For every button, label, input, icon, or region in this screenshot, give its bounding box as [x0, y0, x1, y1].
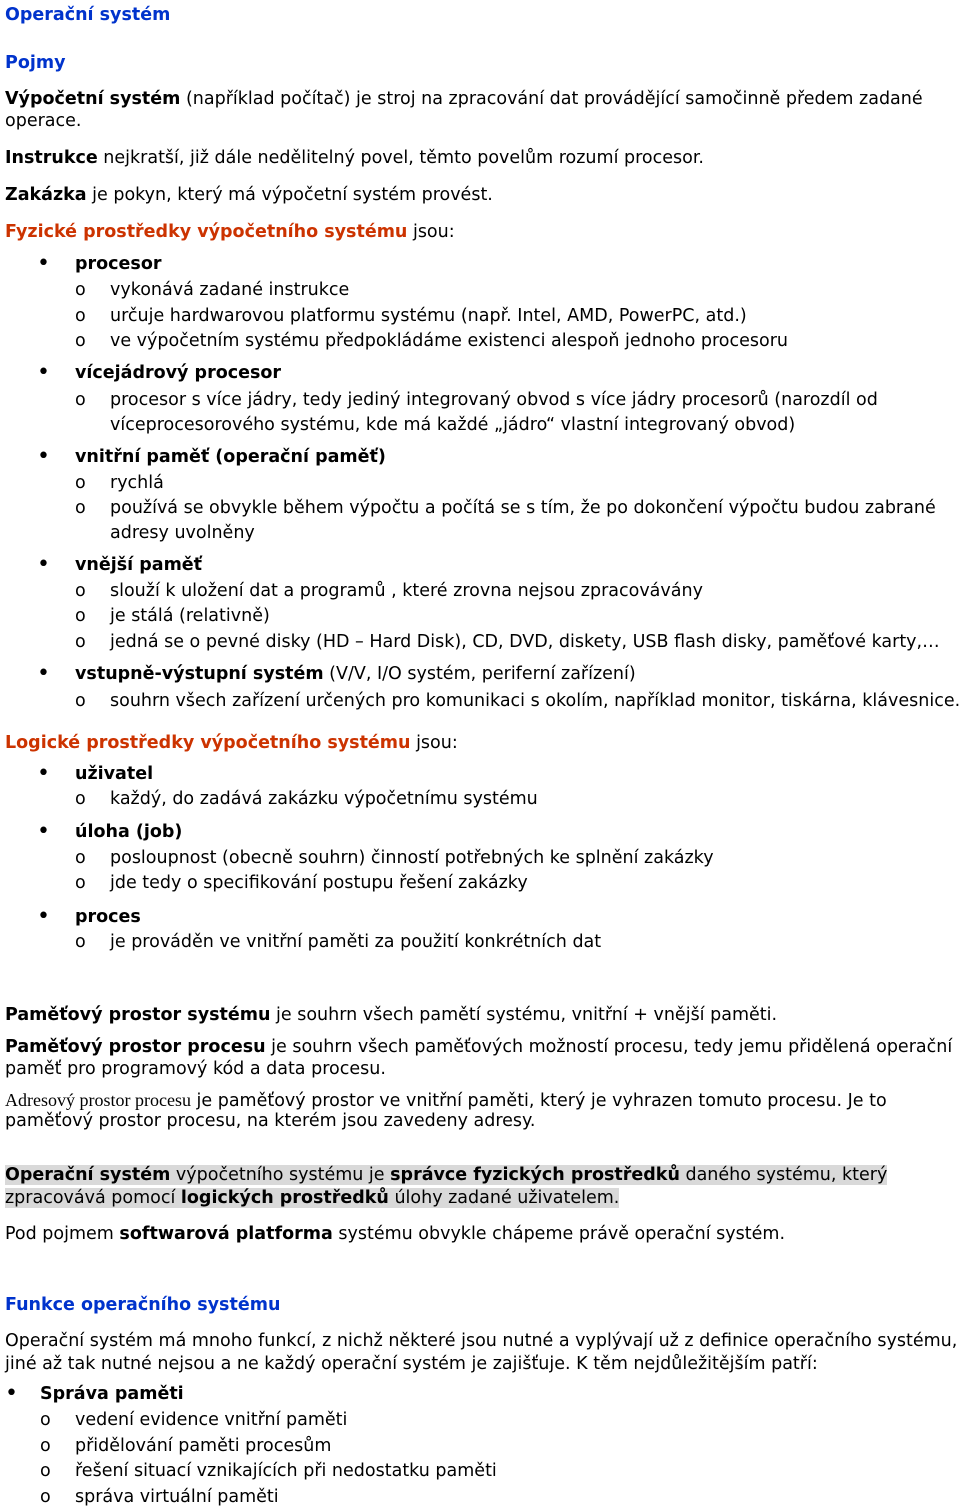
list-item: správa virtuální paměti: [75, 1487, 279, 1507]
section-heading-funkce: Funkce operačního systému: [5, 1295, 281, 1315]
definition-text: je paměťový prostor ve vnitřní paměti, který je vyhrazen tomuto procesu. Je to: [190, 1091, 887, 1111]
text: zpracovává pomocí: [5, 1188, 181, 1208]
list-item-vstupne-vystupni: [75, 663, 636, 685]
bullet-icon: •: [37, 761, 50, 786]
heading-tail: jsou:: [407, 222, 455, 242]
list-item-continuation: adresy uvolněny: [110, 523, 255, 543]
bullet-icon: •: [37, 360, 50, 385]
list-item: používá se obvykle během výpočtu a počítá se s tím, že po dokončení výpočtu budou zabrané: [110, 498, 936, 518]
heading-tail: jsou:: [410, 733, 458, 753]
list-item-vnitrni-pamet: vnitřní paměť (operační paměť): [75, 447, 386, 467]
sub-bullet-icon: o: [40, 1487, 51, 1507]
text: úlohy zadané uživatelem.: [388, 1188, 620, 1208]
term: Výpočetní systém: [5, 89, 181, 109]
list-item: určuje hardwarovou platformu systému (např. Intel, AMD, PowerPC, atd.): [110, 306, 747, 326]
sub-bullet-icon: o: [75, 848, 86, 868]
list-item: vedení evidence vnitřní paměti: [75, 1410, 348, 1430]
bullet-icon: •: [37, 661, 50, 686]
list-item: slouží k uložení dat a programů , které zrovna nejsou zpracovávány: [110, 581, 703, 601]
list-item: procesor s více jádry, tedy jediný integrovaný obvod s více jádry procesorů (narozdíl od: [110, 390, 878, 410]
bullet-icon: •: [37, 552, 50, 577]
sub-bullet-icon: o: [40, 1461, 51, 1481]
sub-bullet-icon: o: [75, 390, 86, 410]
sub-bullet-icon: o: [40, 1410, 51, 1430]
sub-bullet-icon: o: [40, 1436, 51, 1456]
funkce-intro-line1: Operační systém má mnoho funkcí, z nichž některé jsou nutné a vyplývají už z definice operačního systému,: [5, 1331, 958, 1351]
sub-bullet-icon: o: [75, 581, 86, 601]
list-item-continuation: víceprocesorového systému, kde má každé „jádro“ vlastní integrovaný obvod): [110, 415, 796, 435]
definition-pametovy-prostor-systemu: [5, 1004, 777, 1026]
sub-bullet-icon: o: [75, 691, 86, 711]
sub-bullet-icon: o: [75, 473, 86, 493]
term: Operační systém: [5, 1165, 171, 1185]
os-definition-line1: [5, 1165, 887, 1185]
sub-bullet-icon: o: [75, 606, 86, 626]
sub-bullet-icon: o: [75, 331, 86, 351]
sub-bullet-icon: o: [75, 280, 86, 300]
term: logických prostředků: [180, 1188, 389, 1208]
os-definition-line2: [5, 1188, 619, 1208]
list-item: souhrn všech zařízení určených pro komunikaci s okolím, například monitor, tiskárna, klávesnice.: [110, 691, 960, 711]
list-item: přidělování paměti procesům: [75, 1436, 332, 1456]
item-title: vstupně-výstupní systém: [75, 664, 324, 684]
list-item: jedná se o pevné disky (HD – Hard Disk), CD, DVD, diskety, USB flash disky, paměťové karty,…: [110, 632, 940, 652]
definition-adresovy-prostor: [5, 1089, 957, 1112]
list-item: jde tedy o specifikování postupu řešení zakázky: [110, 873, 528, 893]
list-item: je prováděn ve vnitřní paměti za použití konkrétních dat: [110, 932, 602, 952]
os-definition: [5, 1164, 957, 1186]
bullet-icon: •: [37, 444, 50, 469]
definition-zakazka: [5, 184, 493, 206]
list-item: každý, do zadává zakázku výpočetnímu systému: [110, 789, 538, 809]
term: softwarová platforma: [119, 1224, 333, 1244]
section-heading-pojmy: Pojmy: [5, 53, 66, 73]
sub-bullet-icon: o: [75, 932, 86, 952]
sub-bullet-icon: o: [75, 306, 86, 326]
bullet-icon: •: [37, 904, 50, 929]
term: Instrukce: [5, 148, 98, 168]
funkce-intro-line2: jiné až tak nutné nejsou a ne každý operační systém je zajišťuje. K těm nejdůležitějším patří:: [5, 1354, 818, 1374]
definition-text: je souhrn všech pamětí systému, vnitřní + vnější paměti.: [270, 1005, 778, 1025]
definition-text: je pokyn, který má výpočetní systém provést.: [86, 185, 493, 205]
list-item-uloha: úloha (job): [75, 822, 183, 842]
list-item-procesor: procesor: [75, 254, 162, 274]
list-item-proces: proces: [75, 907, 141, 927]
list-item: řešení situací vznikajících při nedostatku paměti: [75, 1461, 497, 1481]
bullet-icon: •: [5, 1381, 18, 1406]
sub-bullet-icon: o: [75, 789, 86, 809]
list-item-vicejadrovy: vícejádrový procesor: [75, 363, 282, 383]
list-item: vykonává zadané instrukce: [110, 280, 350, 300]
text: Pod pojmem: [5, 1224, 120, 1244]
list-item: ve výpočetním systému předpokládáme existenci alespoň jednoho procesoru: [110, 331, 789, 351]
text: výpočetního systému je: [170, 1165, 391, 1185]
text: daného systému, který: [679, 1165, 888, 1185]
os-definition-continuation: [5, 1187, 619, 1209]
list-item-vnejsi-pamet: vnější paměť: [75, 555, 203, 575]
page-title: Operační systém: [5, 5, 171, 25]
logicke-heading: [5, 732, 458, 754]
definition-continuation: paměť pro programový kód a data procesu.: [5, 1059, 386, 1079]
definition-text: (například počítač) je stroj na zpracování dat provádějící samočinně předem zadané: [180, 89, 923, 109]
definition-continuation: operace.: [5, 111, 82, 131]
sub-bullet-icon: o: [75, 632, 86, 652]
item-title-rest: (V/V, I/O systém, periferní zařízení): [323, 664, 636, 684]
definition-text: je souhrn všech paměťových možností procesu, tedy jemu přidělená operační: [265, 1037, 953, 1057]
list-item: rychlá: [110, 473, 164, 493]
bullet-icon: •: [37, 819, 50, 844]
softwarova-platforma-sentence: [5, 1223, 785, 1245]
bullet-icon: •: [37, 251, 50, 276]
term: Paměťový prostor procesu: [5, 1037, 266, 1057]
list-item: je stálá (relativně): [110, 606, 270, 626]
list-item-uzivatel: uživatel: [75, 764, 154, 784]
term: správce fyzických prostředků: [390, 1165, 680, 1185]
definition-instrukce: [5, 147, 704, 169]
list-item-sprava-pameti: Správa paměti: [40, 1384, 184, 1404]
definition-pametovy-prostor-procesu: [5, 1036, 957, 1058]
definition-continuation: paměťový prostor procesu, na kterém jsou zavedeny adresy.: [5, 1111, 536, 1131]
term: Adresový prostor procesu: [5, 1090, 191, 1110]
list-item: posloupnost (obecně souhrn) činností potřebných ke splnění zakázky: [110, 848, 714, 868]
term: Paměťový prostor systému: [5, 1005, 271, 1025]
fyzicke-heading: [5, 221, 455, 243]
heading-lead: Logické prostředky výpočetního systému: [5, 733, 411, 753]
definition-text: nejkratší, již dále nedělitelný povel, těmto povelům rozumí procesor.: [97, 148, 704, 168]
heading-lead: Fyzické prostředky výpočetního systému: [5, 222, 408, 242]
definition-vypocetni-system: [5, 88, 957, 110]
term: Zakázka: [5, 185, 87, 205]
text: systému obvykle chápeme právě operační systém.: [332, 1224, 786, 1244]
sub-bullet-icon: o: [75, 873, 86, 893]
sub-bullet-icon: o: [75, 498, 86, 518]
